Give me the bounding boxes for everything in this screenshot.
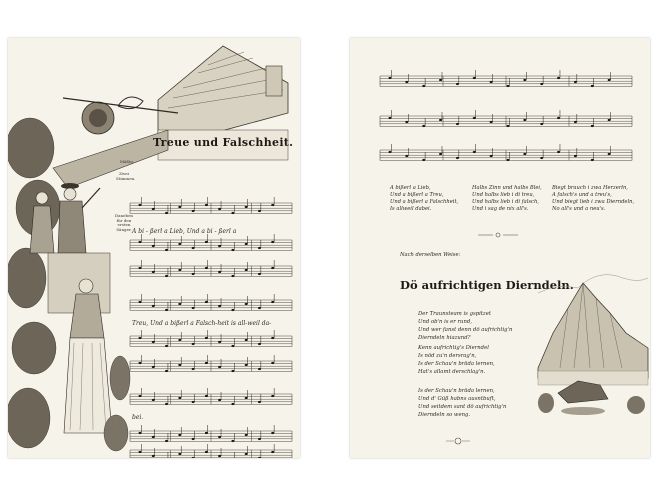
ornament-divider (478, 231, 518, 239)
staff-8 (130, 425, 292, 442)
staff-1 (130, 197, 292, 214)
poem-stanza-3: Is der Schau'n bräda lernen, Und d' Güß habns ausntbuft, Und seitdem sant dö aufrichtig'n Dierndeln so weng. (418, 388, 507, 418)
staff-5 (130, 330, 292, 347)
staff-3 (130, 260, 292, 277)
staff-4 (130, 294, 292, 311)
voice-label-2: Daneben für den ersten Sänger. (114, 213, 134, 232)
second-song-title: Dö aufrichtigen Dierndeln. (400, 278, 574, 292)
left-page (8, 38, 300, 458)
voice-label-1: Zwei Stimmen. (116, 171, 136, 181)
verse-2: Halbs Zinn und halbs Blei, Und halbs lieb i di treu, Und halbs lieb i di falsch, Und i sag de nix all's. (472, 185, 542, 212)
song-title: Treue und Falschheit. (153, 136, 294, 149)
mountain-lake-illustration (538, 253, 648, 433)
poem-stanza-1: Der Traunsteam is gspitzet Und ob'n is er rund, Und wer fanst denn dö aufrichtig'n Dierndeln hiazund? (418, 311, 513, 341)
r-staff-3 (380, 144, 632, 161)
music-score-left (8, 38, 300, 458)
tempo-marking: Mäßig. (119, 159, 135, 164)
verse-1: A bißerl a Lieb, Und a bißerl a Treu, Und a bißerl a Falschheit, Is allweil dabei. (390, 185, 459, 212)
staff-9 (130, 444, 292, 458)
lyric-line-2: Treu, Und a bißerl a Falsch-heit is all-weil da- (132, 320, 272, 327)
lyric-line-1: A bi - ßerl a Lieb, Und a bi - ßerl a (132, 228, 237, 235)
r-staff-2 (380, 110, 632, 127)
poem-stanza-2: Kenn aufrichtig's Dierndel Is nöd zu'n dersrag'n, Is der Schau'n bräda lernen, Hat's allamt derschlag'n. (418, 345, 495, 375)
verse-3: Biegt brauch i zwa Herzerln, A falsch's und a treu's, Und biegt lieb i zwa Dierndeln, No all's und a neu's. (552, 185, 635, 212)
right-page (350, 38, 650, 458)
staff-2 (130, 234, 292, 251)
lyric-line-3: bei. (132, 414, 144, 421)
staff-7 (130, 388, 292, 405)
melody-note: Nach derselben Weise: (400, 252, 461, 258)
staff-6 (130, 355, 292, 372)
end-ornament (446, 436, 470, 446)
r-staff-1 (380, 70, 632, 87)
